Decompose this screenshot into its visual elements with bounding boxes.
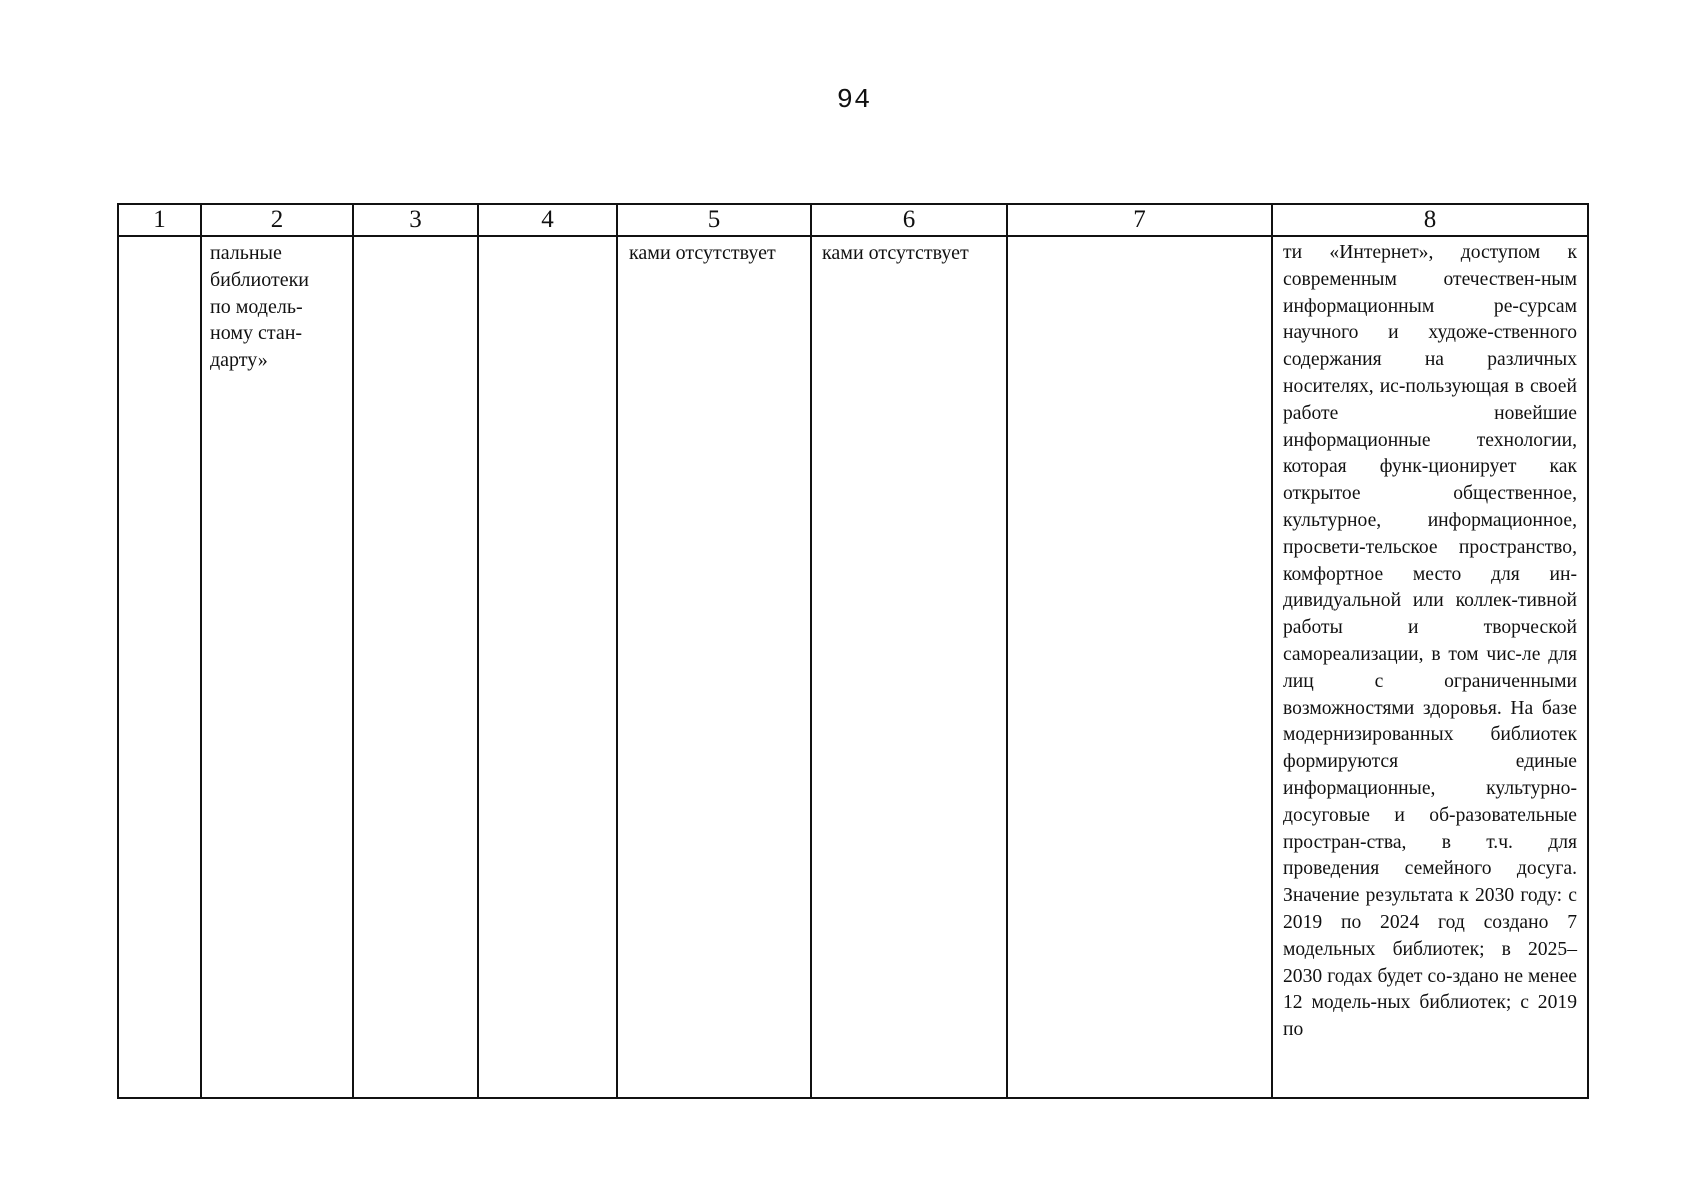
column-header-8: 8 [1272, 204, 1588, 236]
cell-col3 [353, 236, 478, 1098]
column-header-2: 2 [201, 204, 353, 236]
column-header-5: 5 [617, 204, 811, 236]
column-header-1: 1 [118, 204, 201, 236]
cell-col6 [811, 236, 1007, 1098]
cell-col8-text: ти «Интернет», доступом к современным отечествен-ным информационным ре-сурсам научного и художе-ственного содержания на различных носителях, ис-пользующая в своей работе новейшие информационные технологии, которая функ-ционирует как открытое общественное, культурное, информационное, просвети-тельское пространство, комфортное место для ин-дивидуальной или коллек-тивной работы и творческой самореализации, в том чис-ле для лиц с ограниченными возможностями здоровья. На базе модернизированных библиотек формируются единые информационные, культурно-досуговые и об-разовательные простран-ства, в т.ч. для проведения семейного досуга. Значение результата к 2030 году: с 2019 по 2024 год создано 7 модельных библиотек; в 2025–2030 годах будет со-здано не менее 12 модель-ных библиотек; с 2019 по [1283, 242, 1577, 1041]
cell-col7 [1007, 236, 1272, 1098]
column-header-7: 7 [1007, 204, 1272, 236]
cell-col2-text: пальные библиотеки по модель- ному стан- дарту» [210, 242, 310, 372]
cell-col8 [1272, 236, 1588, 1098]
cell-col6-text: ками отсутствует [822, 242, 969, 264]
table-header-row [118, 204, 1588, 236]
data-table [117, 203, 1589, 1099]
cell-col5-text: ками отсутствует [629, 242, 776, 264]
cell-col2 [201, 236, 353, 1098]
column-header-3: 3 [353, 204, 478, 236]
cell-col3-text [354, 237, 477, 240]
cell-col1 [118, 236, 201, 1098]
column-header-6: 6 [811, 204, 1007, 236]
cell-col7-text [1008, 237, 1271, 240]
cell-col1-text [119, 237, 200, 240]
table-row [118, 236, 1588, 1098]
column-header-4: 4 [478, 204, 617, 236]
cell-col4-text [479, 237, 616, 240]
page-number: 94 [836, 86, 872, 116]
cell-col5 [617, 236, 811, 1098]
cell-col4 [478, 236, 617, 1098]
